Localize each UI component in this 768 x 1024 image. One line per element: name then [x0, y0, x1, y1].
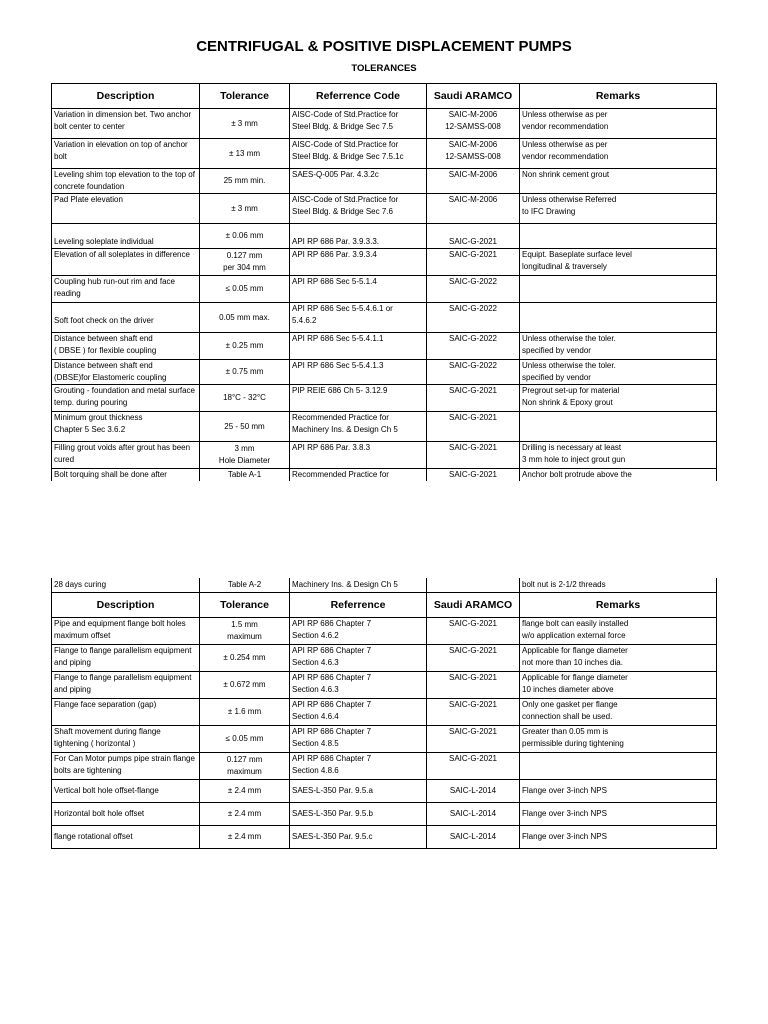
- table-row: [52, 802, 717, 825]
- cell-saudi-aramco: SAIC-G-2022: [427, 276, 520, 303]
- cell-saudi-aramco: SAIC-G-2021: [427, 412, 520, 442]
- cell-reference-code: API RP 686 Chapter 7 Section 4.6.2: [290, 617, 427, 644]
- cell-description: Pipe and equipment flange bolt holes maximum offset: [52, 617, 200, 644]
- cell-tolerance: ± 2.4 mm: [200, 825, 290, 848]
- cell-remarks: Flange over 3-inch NPS: [520, 825, 717, 848]
- cell-saudi-aramco: SAIC-G-2021: [427, 644, 520, 671]
- cell-reference-code: API RP 686 Par. 3.9.3.4: [290, 249, 427, 276]
- cell-tolerance: ± 3 mm: [200, 109, 290, 139]
- table-row: [52, 303, 717, 333]
- cell-tolerance: 1.5 mm maximum: [200, 617, 290, 644]
- cell-reference-code: SAES-Q-005 Par. 4.3.2c: [290, 169, 427, 194]
- cell-saudi-aramco: SAIC-M-2006 12-SAMSS-008: [427, 139, 520, 169]
- cell-description: Pad Plate elevation: [52, 194, 200, 224]
- cell-tolerance: ≤ 0.05 mm: [200, 725, 290, 752]
- cell-remarks: Drilling is necessary at least 3 mm hole to inject grout gun: [520, 442, 717, 469]
- cell-description: Filling grout voids after grout has been cured: [52, 442, 200, 469]
- header-reference: Referrence: [290, 592, 427, 617]
- table-row: [52, 139, 717, 169]
- cell-saudi-aramco: SAIC-G-2022: [427, 303, 520, 333]
- header-remarks: Remarks: [520, 84, 717, 109]
- cell-description: Variation in dimension bet. Two anchor bolt center to center: [52, 109, 200, 139]
- cell-reference-code: Recommended Practice for Machinery Ins. & Design Ch 5: [290, 412, 427, 442]
- cell-reference-code: API RP 686 Sec 5-5.4.1.1: [290, 333, 427, 360]
- cell-tolerance: 3 mm Hole Diameter: [200, 442, 290, 469]
- cell-description: Distance between shaft end ( DBSE ) for flexible coupling: [52, 333, 200, 360]
- cell-saudi-aramco: SAIC-G-2021: [427, 671, 520, 698]
- table-row: [52, 385, 717, 412]
- cell-saudi-aramco: SAIC-G-2021: [427, 249, 520, 276]
- table-row: [52, 169, 717, 194]
- cell-saudi-aramco: SAIC-G-2022: [427, 360, 520, 385]
- cell-description: Grouting - foundation and metal surface temp. during pouring: [52, 385, 200, 412]
- table-row: [52, 194, 717, 224]
- cell-description: Coupling hub run-out rim and face reading: [52, 276, 200, 303]
- header-description: Description: [52, 592, 200, 617]
- cell-remarks: [520, 276, 717, 303]
- header-description: Description: [52, 84, 200, 109]
- cell-tolerance: 0.127 mm per 304 mm: [200, 249, 290, 276]
- cell-remarks: bolt nut is 2-1/2 threads: [520, 578, 717, 592]
- header-tolerance: Tolerance: [200, 84, 290, 109]
- cell-reference-code: AISC-Code of Std.Practice for Steel Bldg. & Bridge Sec 7.5.1c: [290, 139, 427, 169]
- cell-tolerance: Table A-2: [200, 578, 290, 592]
- cell-tolerance: 25 - 50 mm: [200, 412, 290, 442]
- cell-remarks: [520, 224, 717, 249]
- table-row: [52, 224, 717, 249]
- cell-reference: Machinery Ins. & Design Ch 5: [290, 578, 427, 592]
- cell-saudi-aramco: SAIC-G-2022: [427, 333, 520, 360]
- cell-description: Vertical bolt hole offset-flange: [52, 779, 200, 802]
- cell-tolerance: 0.05 mm max.: [200, 303, 290, 333]
- table-row: [52, 249, 717, 276]
- cell-tolerance: Table A-1: [200, 469, 290, 482]
- cell-reference-code: SAES-L-350 Par. 9.5.b: [290, 802, 427, 825]
- cell-tolerance: ± 2.4 mm: [200, 802, 290, 825]
- cell-remarks: Flange over 3-inch NPS: [520, 779, 717, 802]
- cell-reference-code: SAES-L-350 Par. 9.5.a: [290, 779, 427, 802]
- cell-tolerance: ± 0.06 mm: [200, 224, 290, 249]
- cell-remarks: Unless otherwise as per vendor recommendation: [520, 109, 717, 139]
- header-saudi-aramco: Saudi ARAMCO: [427, 84, 520, 109]
- cell-tolerance: ± 0.254 mm: [200, 644, 290, 671]
- cell-saudi-aramco: SAIC-L-2014: [427, 825, 520, 848]
- cell-tolerance: ± 13 mm: [200, 139, 290, 169]
- cell-reference-code: API RP 686 Chapter 7 Section 4.6.3: [290, 671, 427, 698]
- cell-saudi-aramco: SAIC-M-2006: [427, 169, 520, 194]
- cell-description: 28 days curing: [52, 578, 200, 592]
- header-reference-code: Referrence Code: [290, 84, 427, 109]
- cell-tolerance: ± 1.6 mm: [200, 698, 290, 725]
- cell-remarks: Unless otherwise Referred to IFC Drawing: [520, 194, 717, 224]
- cell-reference-code: API RP 686 Sec 5-5.4.6.1 or 5.4.6.2: [290, 303, 427, 333]
- cell-tolerance: ± 0.672 mm: [200, 671, 290, 698]
- table-row: [52, 779, 717, 802]
- header-tolerance: Tolerance: [200, 592, 290, 617]
- table-row: [52, 333, 717, 360]
- cell-description: Elevation of all soleplates in difference: [52, 249, 200, 276]
- cell-description: Minimum grout thickness Chapter 5 Sec 3.6.2: [52, 412, 200, 442]
- cell-description: Bolt torquing shall be done after: [52, 469, 200, 482]
- cell-description: flange rotational offset: [52, 825, 200, 848]
- cell-reference-code: API RP 686 Par. 3.8.3: [290, 442, 427, 469]
- table-row: [52, 360, 717, 385]
- cell-reference-code: AISC-Code of Std.Practice for Steel Bldg. & Bridge Sec 7.5: [290, 109, 427, 139]
- table-row-continuation: [52, 578, 717, 592]
- cell-tolerance: 18°C - 32°C: [200, 385, 290, 412]
- cell-saudi-aramco: SAIC-M-2006: [427, 194, 520, 224]
- cell-remarks: Anchor bolt protrude above the: [520, 469, 717, 482]
- cell-description: Horizontal bolt hole offset: [52, 802, 200, 825]
- table-row: [52, 752, 717, 779]
- cell-tolerance: ≤ 0.05 mm: [200, 276, 290, 303]
- table-row: [52, 276, 717, 303]
- cell-description: Variation in elevation on top of anchor bolt: [52, 139, 200, 169]
- cell-reference-code: API RP 686 Chapter 7 Section 4.6.4: [290, 698, 427, 725]
- cell-remarks: Unless otherwise the toler. specified by vendor: [520, 333, 717, 360]
- cell-reference-code: API RP 686 Chapter 7 Section 4.8.6: [290, 752, 427, 779]
- cell-saudi-aramco: SAIC-G-2021: [427, 385, 520, 412]
- table-row: [52, 469, 717, 482]
- cell-tolerance: 25 mm min.: [200, 169, 290, 194]
- cell-saudi-aramco: SAIC-G-2021: [427, 617, 520, 644]
- cell-tolerance: ± 2.4 mm: [200, 779, 290, 802]
- table-row: [52, 617, 717, 644]
- cell-saudi-aramco: SAIC-G-2021: [427, 725, 520, 752]
- cell-reference-code: PIP REIE 686 Ch 5- 3.12.9: [290, 385, 427, 412]
- tolerances-table-1: [51, 83, 717, 481]
- page-subtitle: TOLERANCES: [351, 63, 417, 74]
- cell-saudi-aramco: SAIC-M-2006 12-SAMSS-008: [427, 109, 520, 139]
- cell-remarks: Unless otherwise the toler. specified by vendor: [520, 360, 717, 385]
- table-header-row: [52, 592, 717, 617]
- cell-tolerance: ± 3 mm: [200, 194, 290, 224]
- cell-saudi-aramco: SAIC-G-2021: [427, 442, 520, 469]
- cell-tolerance: ± 0.25 mm: [200, 333, 290, 360]
- cell-description: Flange to flange parallelism equipment and piping: [52, 644, 200, 671]
- cell-remarks: Non shrink cement grout: [520, 169, 717, 194]
- cell-remarks: flange bolt can easily installed w/o application external force: [520, 617, 717, 644]
- cell-description: Flange face separation (gap): [52, 698, 200, 725]
- table-row: [52, 109, 717, 139]
- cell-saudi-aramco: SAIC-G-2021: [427, 469, 520, 482]
- cell-reference-code: API RP 686 Chapter 7 Section 4.8.5: [290, 725, 427, 752]
- table-row: [52, 644, 717, 671]
- cell-description: Distance between shaft end (DBSE)for Elastomeric coupling: [52, 360, 200, 385]
- cell-description: Shaft movement during flange tightening ( horizontal ): [52, 725, 200, 752]
- header-saudi-aramco: Saudi ARAMCO: [427, 592, 520, 617]
- cell-remarks: Equipt. Baseplate surface level longitudinal & traversely: [520, 249, 717, 276]
- table-row: [52, 725, 717, 752]
- table-header-row: [52, 84, 717, 109]
- cell-description: Leveling shim top elevation to the top of concrete foundation: [52, 169, 200, 194]
- cell-description: Leveling soleplate individual: [52, 224, 200, 249]
- cell-remarks: Applicable for flange diameter not more than 10 inches dia.: [520, 644, 717, 671]
- table-row: [52, 825, 717, 848]
- cell-description: Soft foot check on the driver: [52, 303, 200, 333]
- cell-remarks: Greater than 0.05 mm is permissible during tightening: [520, 725, 717, 752]
- cell-remarks: Only one gasket per flange connection shall be used.: [520, 698, 717, 725]
- cell-saudi-aramco: SAIC-G-2021: [427, 698, 520, 725]
- table-row: [52, 671, 717, 698]
- page-title: CENTRIFUGAL & POSITIVE DISPLACEMENT PUMPS: [196, 38, 572, 55]
- cell-remarks: Unless otherwise as per vendor recommendation: [520, 139, 717, 169]
- cell-remarks: [520, 752, 717, 779]
- cell-reference-code: API RP 686 Par. 3.9.3.3.: [290, 224, 427, 249]
- cell-saudi-aramco: [427, 578, 520, 592]
- cell-reference-code: Recommended Practice for: [290, 469, 427, 482]
- tolerances-table-2: [51, 578, 717, 849]
- cell-description: Flange to flange parallelism equipment and piping: [52, 671, 200, 698]
- cell-reference-code: SAES-L-350 Par. 9.5.c: [290, 825, 427, 848]
- cell-remarks: Pregrout set-up for material Non shrink & Epoxy grout: [520, 385, 717, 412]
- cell-reference-code: API RP 686 Chapter 7 Section 4.6.3: [290, 644, 427, 671]
- cell-description: For Can Motor pumps pipe strain flange bolts are tightening: [52, 752, 200, 779]
- cell-saudi-aramco: SAIC-L-2014: [427, 779, 520, 802]
- cell-remarks: [520, 412, 717, 442]
- cell-saudi-aramco: SAIC-G-2021: [427, 224, 520, 249]
- cell-remarks: [520, 303, 717, 333]
- table-row: [52, 442, 717, 469]
- cell-saudi-aramco: SAIC-L-2014: [427, 802, 520, 825]
- cell-remarks: Flange over 3-inch NPS: [520, 802, 717, 825]
- cell-tolerance: ± 0.75 mm: [200, 360, 290, 385]
- table-row: [52, 412, 717, 442]
- cell-tolerance: 0.127 mm maximum: [200, 752, 290, 779]
- header-remarks: Remarks: [520, 592, 717, 617]
- table-row: [52, 698, 717, 725]
- cell-remarks: Applicable for flange diameter 10 inches diameter above: [520, 671, 717, 698]
- cell-reference-code: API RP 686 Sec 5-5.1.4: [290, 276, 427, 303]
- cell-reference-code: AISC-Code of Std.Practice for Steel Bldg. & Bridge Sec 7.6: [290, 194, 427, 224]
- cell-saudi-aramco: SAIC-G-2021: [427, 752, 520, 779]
- cell-reference-code: API RP 686 Sec 5-5.4.1.3: [290, 360, 427, 385]
